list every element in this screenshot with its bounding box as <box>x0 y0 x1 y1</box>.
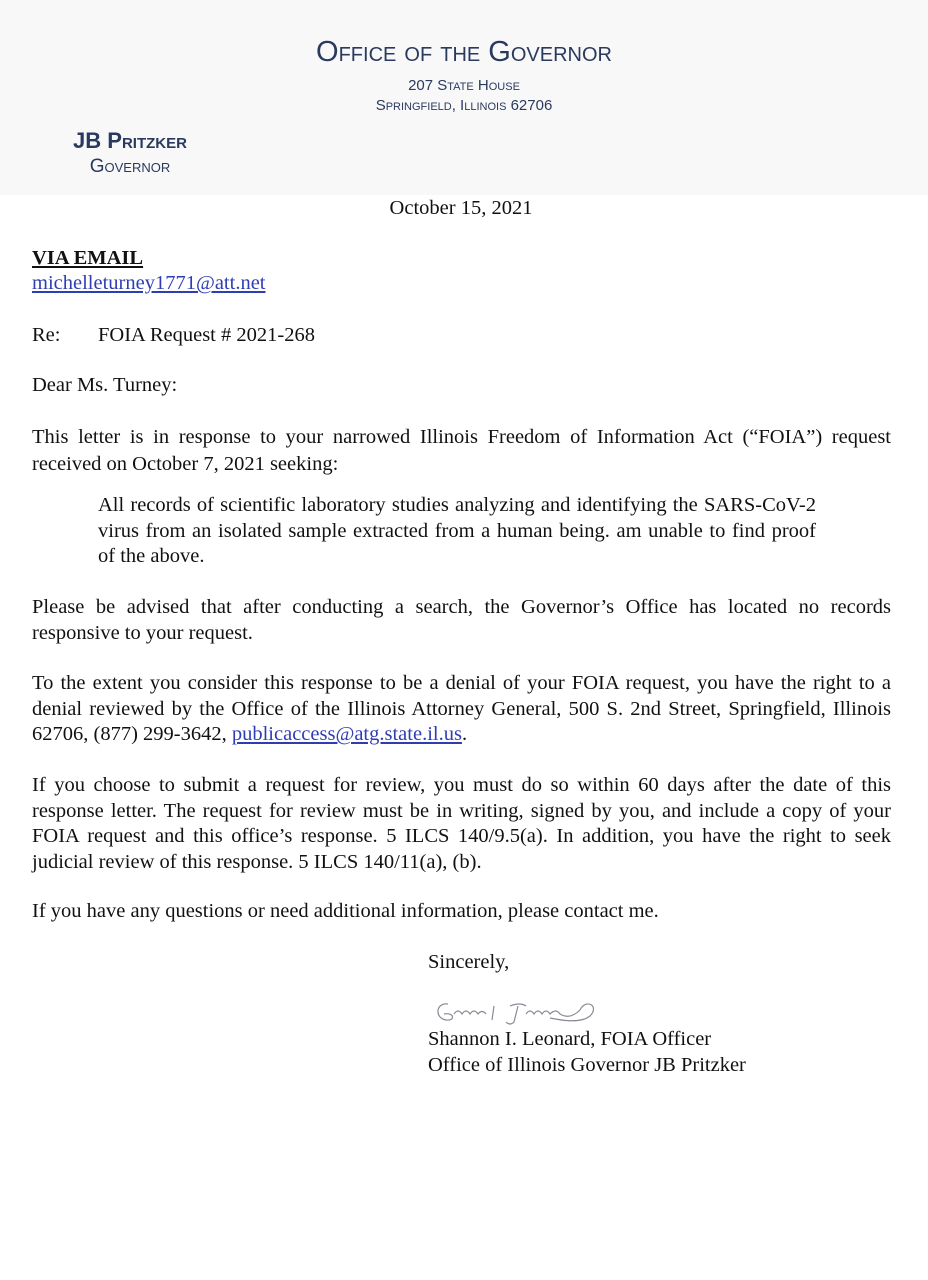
signer-name-title: Shannon I. Leonard, FOIA Officer <box>428 1028 712 1050</box>
governor-title: Governor <box>89 156 171 177</box>
governor-name: JB Pritzker <box>73 128 187 153</box>
re-label: Re: <box>32 324 61 346</box>
closing: Sincerely, <box>428 951 510 973</box>
letter-date: October 15, 2021 <box>389 197 533 219</box>
letterhead-office: Office of the Governor <box>316 36 612 68</box>
review-rights-text: To the extent you consider this response to be a denial of your FOIA request, you have the right to a denial reviewed by the Office of the Illinois Attorney General, 500 S. 2nd Street, Springfield, Illinois 62706, (877) 299-3642, <box>32 672 891 745</box>
request-quote: All records of scientific laboratory studies analyzing and identifying the SARS-CoV-2 virus from an isolated sample extracted from a human being. am unable to find proof of the above. <box>98 494 816 567</box>
delivery-method: VIA EMAIL <box>32 247 144 269</box>
letterhead-address2: Springfield, Illinois 62706 <box>375 97 553 114</box>
paragraph-contact: If you have any questions or need additional information, please contact me. <box>32 900 659 922</box>
letterhead <box>0 0 928 195</box>
recipient-email-link[interactable]: michelleturney1771@att.net <box>32 272 266 294</box>
paragraph-review-rights <box>32 671 891 748</box>
recipient-email-line <box>32 271 266 297</box>
letterhead-address1: 207 State House <box>408 77 520 94</box>
salutation: Dear Ms. Turney: <box>32 374 178 396</box>
paragraph-result: Please be advised that after conducting a search, the Governor’s Office has located no records responsive to your request. <box>32 596 891 644</box>
public-access-email-link[interactable]: publicaccess@atg.state.il.us <box>231 723 462 745</box>
paragraph-review-deadline: If you choose to submit a request for review, you must do so within 60 days after the date of this response letter. The request for review must be in writing, signed by you, and include a copy of your FOIA request and this office’s response. 5 ILCS 140/9.5(a). In addition, you have the right to seek judicial review of this response. 5 ILCS 140/11(a), (b). <box>32 774 891 873</box>
signature-image <box>430 994 600 1028</box>
re-subject: FOIA Request # 2021-268 <box>98 324 315 346</box>
signer-office: Office of Illinois Governor JB Pritzker <box>428 1054 746 1076</box>
review-rights-end: . <box>461 723 468 745</box>
paragraph-intro: This letter is in response to your narrowed Illinois Freedom of Information Act (“FOIA”) request received on October 7, 2021 seeking: <box>32 426 891 475</box>
